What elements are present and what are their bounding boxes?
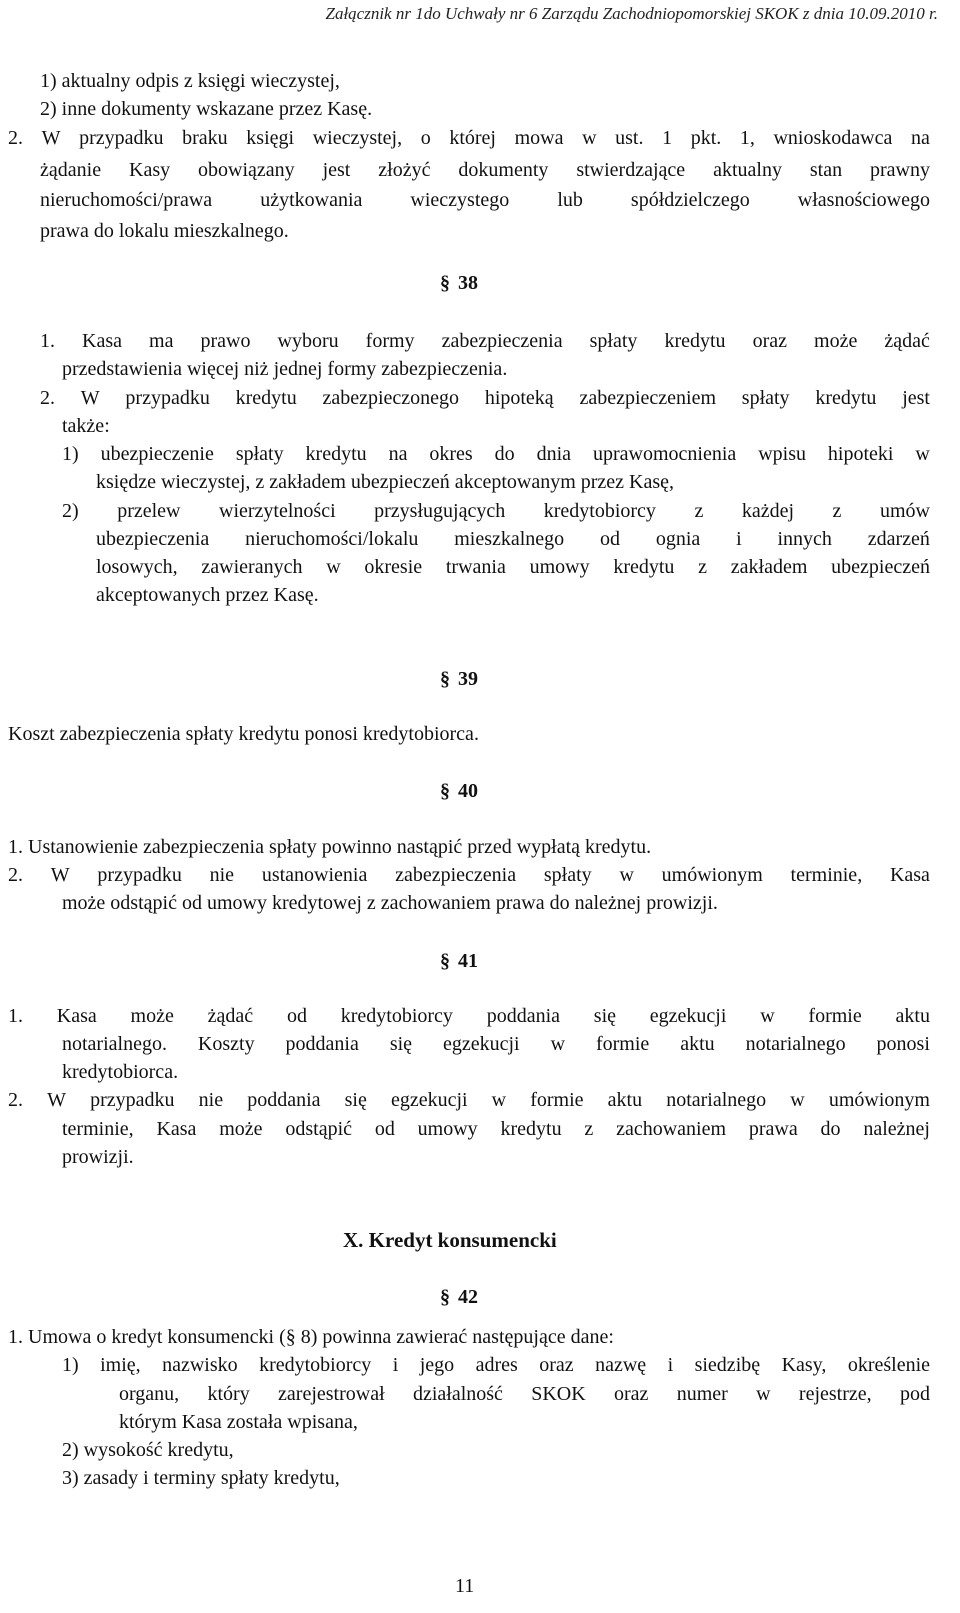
list-item-line: którym Kasa została wpisana, (119, 1411, 358, 1433)
section-heading-39: § 39 (440, 668, 478, 690)
list-item: 3) zasady i terminy spłaty kredytu, (62, 1467, 340, 1489)
paragraph-line: 1. Umowa o kredyt konsumencki (§ 8) powinna zawierać następujące dane: (8, 1326, 614, 1348)
paragraph-line: 2. W przypadku braku księgi wieczystej, o której mowa w ust. 1 pkt. 1, wnioskodawca na (8, 127, 930, 149)
paragraph-line: może odstąpić od umowy kredytowej z zachowaniem prawa do należnej prowizji. (62, 892, 718, 914)
paragraph-line: także: (62, 415, 110, 437)
list-item: 2) wysokość kredytu, (62, 1439, 234, 1461)
list-item-line: akceptowanych przez Kasę. (96, 584, 319, 606)
paragraph-line: terminie, Kasa może odstąpić od umowy kredytu z zachowaniem prawa do należnej (62, 1118, 930, 1140)
paragraph-line: Koszt zabezpieczenia spłaty kredytu ponosi kredytobiorca. (8, 723, 479, 745)
paragraph-line: przedstawienia więcej niż jednej formy zabezpieczenia. (62, 358, 508, 380)
list-item: 2) inne dokumenty wskazane przez Kasę. (40, 98, 373, 120)
paragraph-line: 1. Kasa ma prawo wyboru formy zabezpieczenia spłaty kredytu oraz może żądać (40, 330, 930, 352)
list-item: 1) aktualny odpis z księgi wieczystej, (40, 70, 340, 92)
section-symbol: § (440, 1286, 450, 1308)
paragraph-line: prowizji. (62, 1146, 134, 1168)
section-heading-40: § 40 (440, 780, 478, 802)
list-item-line: losowych, zawieranych w okresie trwania umowy kredytu z zakładem ubezpieczeń (96, 556, 930, 578)
list-item: 1) imię, nazwisko kredytobiorcy i jego adres oraz nazwę i siedzibę Kasy, określenie (62, 1354, 930, 1376)
list-item: 2) przelew wierzytelności przysługujących kredytobiorcy z każdej z umów (62, 500, 930, 522)
section-symbol: § (440, 780, 450, 802)
list-item-line: księdze wieczystej, z zakładem ubezpieczeń akceptowanym przez Kasę, (96, 471, 675, 493)
section-symbol: § (440, 950, 450, 972)
paragraph-line: kredytobiorca. (62, 1061, 179, 1083)
paragraph-line: żądanie Kasy obowiązany jest złożyć dokumenty stwierdzające aktualny stan prawny (40, 159, 930, 181)
section-symbol: § (440, 668, 450, 690)
paragraph-line: 2. W przypadku kredytu zabezpieczonego hipoteką zabezpieczeniem spłaty kredytu jest (40, 387, 930, 409)
list-item-line: ubezpieczenia nieruchomości/lokalu mieszkalnego od ognia i innych zdarzeń (96, 528, 930, 550)
list-item: 1) ubezpieczenie spłaty kredytu na okres do dnia uprawomocnienia wpisu hipoteki w (62, 443, 930, 465)
paragraph-line: nieruchomości/prawa użytkowania wieczystego lub spółdzielczego własnościowego (40, 189, 930, 211)
document-header: Załącznik nr 1do Uchwały nr 6 Zarządu Zachodniopomorskiej SKOK z dnia 10.09.2010 r. (325, 4, 938, 23)
paragraph-line: 2. W przypadku nie poddania się egzekucji w formie aktu notarialnego w umówionym (8, 1089, 930, 1111)
chapter-title: X. Kredyt konsumencki (343, 1228, 557, 1252)
list-item-line: organu, który zarejestrował działalność SKOK oraz numer w rejestrze, pod (119, 1383, 930, 1405)
paragraph-line: prawa do lokalu mieszkalnego. (40, 220, 289, 242)
paragraph-line: 2. W przypadku nie ustanowienia zabezpieczenia spłaty w umówionym terminie, Kasa (8, 864, 930, 886)
page-number: 11 (455, 1575, 475, 1597)
section-heading-41: § 41 (440, 950, 478, 972)
section-symbol: § (440, 272, 450, 294)
section-heading-42: § 42 (440, 1286, 478, 1308)
paragraph-line: notarialnego. Koszty poddania się egzekucji w formie aktu notarialnego ponosi (62, 1033, 930, 1055)
paragraph-line: 1. Ustanowienie zabezpieczenia spłaty powinno nastąpić przed wypłatą kredytu. (8, 836, 652, 858)
paragraph-line: 1. Kasa może żądać od kredytobiorcy poddania się egzekucji w formie aktu (8, 1005, 930, 1027)
section-heading-38: § 38 (440, 272, 478, 294)
